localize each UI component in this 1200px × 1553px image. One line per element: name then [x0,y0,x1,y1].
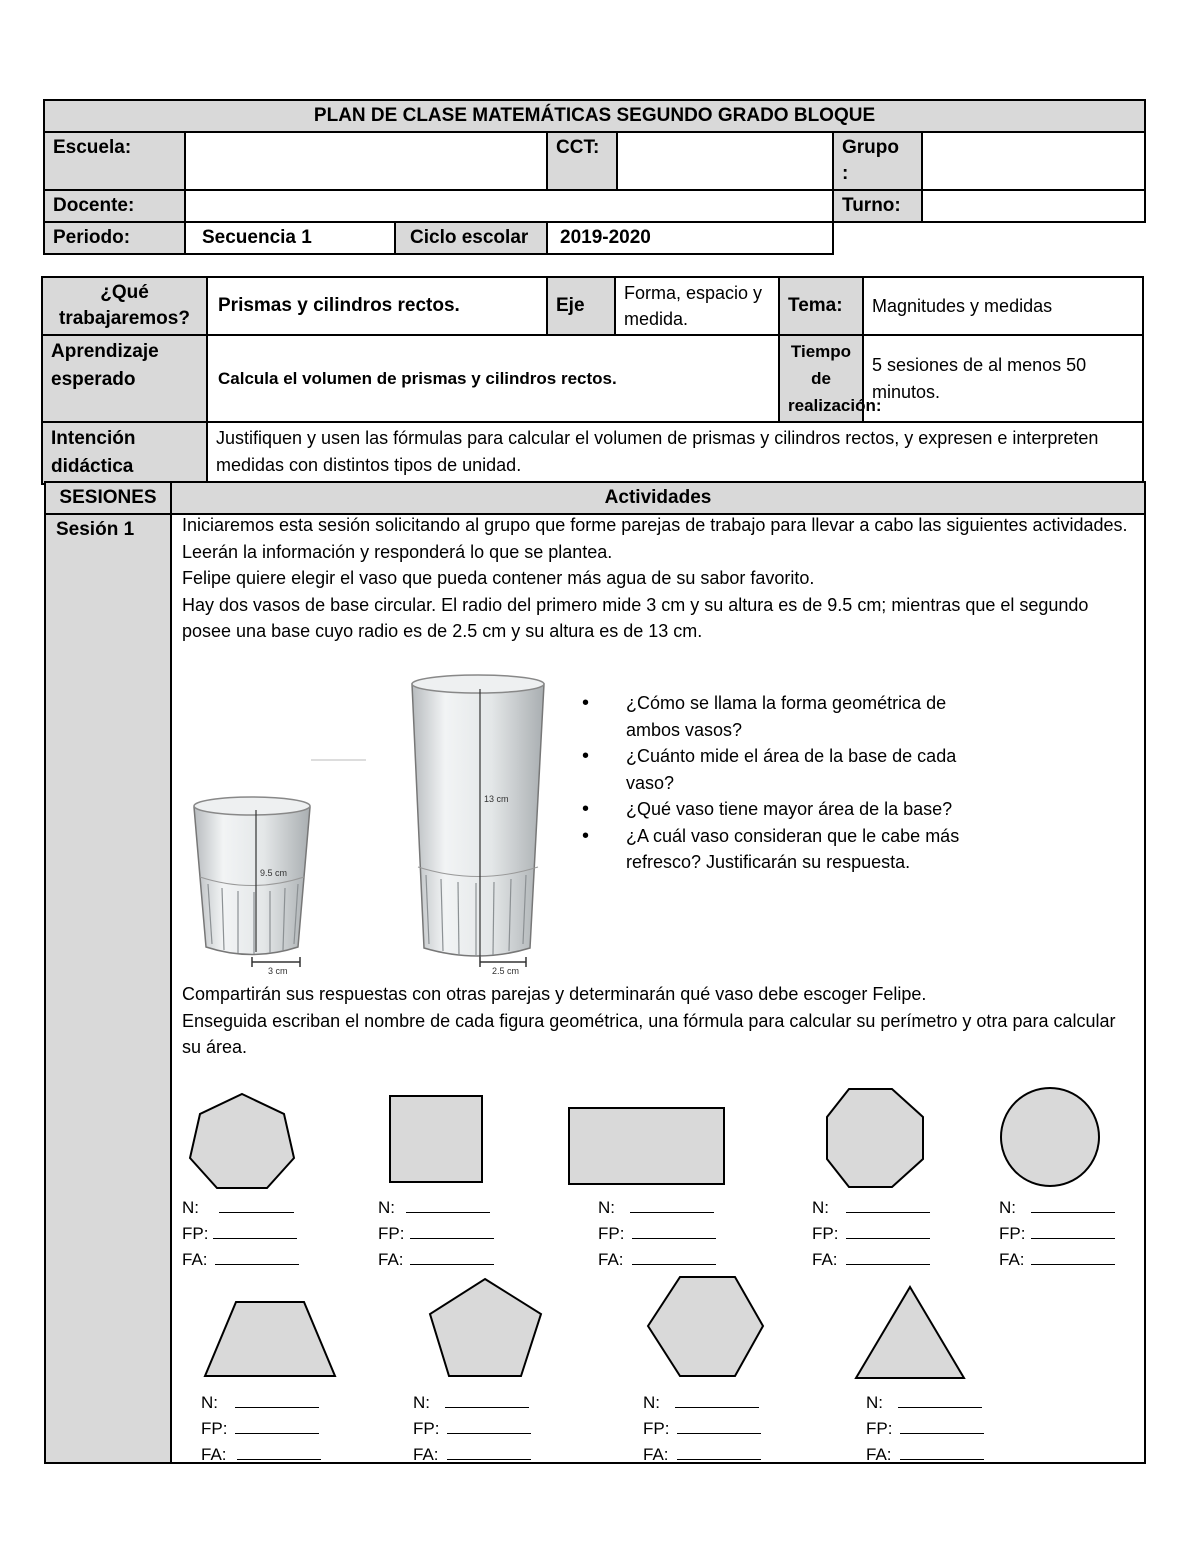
fp-label: FP: [866,1419,893,1438]
fp-label: FP: [201,1419,228,1438]
escuela-field[interactable] [185,132,547,190]
n-label: N: [598,1198,615,1217]
circle-shape [1001,1088,1099,1186]
rectangle-shape [569,1108,724,1184]
turno-label: Turno: [833,190,922,222]
session-label: Sesión 1 [45,514,171,1463]
hexagon-shape [648,1277,763,1376]
n-label: N: [643,1393,660,1412]
question-item: • ¿Qué vaso tiene mayor área de la base? [582,796,1002,823]
intencion-value: Justifiquen y usen las fórmulas para calcular el volumen de prismas y cilindros rectos, y expresen e interpreten medidas con distintos tipos de unidad. [207,422,1143,484]
fp-label: FP: [413,1419,440,1438]
periodo-value: Secuencia 1 [185,222,395,254]
fa-label: FA: [201,1445,227,1464]
fp-label: FP: [643,1419,670,1438]
fa-blank[interactable] [900,1444,984,1460]
fa-blank[interactable] [215,1249,299,1265]
tall-height-label: 13 cm [484,794,509,804]
blanks-heptagon [182,1195,299,1273]
heptagon-shape [190,1094,294,1188]
tall-glass [412,675,544,976]
empty-cell [833,222,1145,254]
short-glass [194,797,310,976]
glasses-illustration [186,672,546,977]
plan-title: PLAN DE CLASE MATEMÁTICAS SEGUNDO GRADO BLOQUE [44,100,1145,132]
n-label: N: [999,1198,1016,1217]
short-height-label: 9.5 cm [260,868,288,878]
n-label: N: [378,1198,395,1217]
fa-label: FA: [182,1250,208,1269]
blanks-trapezoid [201,1390,321,1468]
n-label: N: [812,1198,829,1217]
n-blank[interactable] [898,1392,982,1408]
aprendizaje-value: Calcula el volumen de prismas y cilindros rectos. [207,335,779,422]
fp-blank[interactable] [900,1418,984,1434]
paragraph: Iniciaremos esta sesión solicitando al grupo que forme parejas de trabajo para llevar a cabo las siguientes actividades. [182,515,1128,535]
aprendizaje-label: Aprendizaje esperado [42,335,207,422]
short-radius-label: 3 cm [268,966,288,976]
grupo-label: Grupo : [833,132,922,190]
blanks-square [378,1195,494,1273]
session-paragraphs [182,512,1132,645]
fp-label: FP: [812,1224,839,1243]
cct-label: CCT: [547,132,617,190]
fp-label: FP: [598,1224,625,1243]
fa-label: FA: [378,1250,404,1269]
periodo-label: Periodo: [44,222,185,254]
shapes-row-2 [180,1274,1130,1384]
n-blank[interactable] [219,1197,294,1213]
fp-blank[interactable] [846,1223,930,1239]
fp-blank[interactable] [677,1418,761,1434]
fa-label: FA: [643,1445,669,1464]
tiempo-value: 5 sesiones de al menos 50 minutos. [863,335,1143,422]
question-item: • ¿Cómo se llama la forma geométrica de ambos vasos? [582,690,1002,743]
fa-blank[interactable] [677,1444,761,1460]
escuela-label: Escuela: [44,132,185,190]
fa-blank[interactable] [1031,1249,1115,1265]
square-shape [390,1096,482,1182]
blanks-rectangle [598,1195,716,1273]
fp-label: FP: [999,1224,1026,1243]
fp-label: FP: [182,1224,209,1243]
fa-label: FA: [413,1445,439,1464]
octagon-shape [827,1089,923,1187]
paragraph: Leerán la información y responderá lo que se plantea. [182,541,613,562]
paragraph: Hay dos vasos de base circular. El radio del primero mide 3 cm y su altura es de 9.5 cm; mientras que el segundo posee una base cuyo radio es de 2.5 cm y su altura es de 13 cm. [182,594,1089,641]
n-blank[interactable] [846,1197,930,1213]
n-blank[interactable] [675,1392,759,1408]
n-label: N: [182,1198,199,1217]
blanks-octagon [812,1195,930,1273]
ciclo-label: Ciclo escolar [395,222,547,254]
fa-label: FA: [598,1250,624,1269]
ciclo-value: 2019-2020 [547,222,833,254]
shapes-row-1 [180,1082,1130,1192]
fa-label: FA: [999,1250,1025,1269]
fa-blank[interactable] [447,1444,531,1460]
paragraph: Compartirán sus respuestas con otras parejas y determinarán qué vaso debe escoger Felipe. [182,984,927,1004]
tema-label: Tema: [779,277,863,335]
n-blank[interactable] [445,1392,529,1408]
tall-radius-label: 2.5 cm [492,966,520,976]
n-label: N: [201,1393,218,1412]
cct-field[interactable] [617,132,833,190]
after-paragraphs [182,981,1132,1061]
docente-label: Docente: [44,190,185,222]
triangle-shape [856,1287,964,1378]
fa-blank[interactable] [237,1444,321,1460]
paragraph: Enseguida escriban el nombre de cada figura geométrica, una fórmula para calcular su perímetro y otra para calcular su área. [182,1010,1116,1057]
eje-label: Eje [547,277,615,335]
docente-field[interactable] [185,190,833,222]
blanks-triangle [866,1390,984,1468]
eje-value: Forma, espacio y medida. [615,277,779,335]
tema-value: Magnitudes y medidas [863,277,1143,335]
question-item: • ¿A cuál vaso consideran que le cabe más refresco? Justificarán su respuesta. [582,823,1002,876]
n-blank[interactable] [406,1197,490,1213]
sesiones-header: SESIONES [45,482,171,514]
que-label: ¿Qué trabajaremos? [42,277,207,335]
n-blank[interactable] [235,1392,319,1408]
turno-field[interactable] [922,190,1145,222]
fa-blank[interactable] [846,1249,930,1265]
questions-list [582,690,1002,876]
fp-blank[interactable] [1031,1223,1115,1239]
n-label: N: [413,1393,430,1412]
fp-blank[interactable] [235,1418,319,1434]
plan-table [41,276,1144,485]
n-blank[interactable] [630,1197,714,1213]
fa-blank[interactable] [410,1249,494,1265]
header-table [43,99,1146,255]
tiempo-label: Tiempo de realización: [779,335,863,422]
blanks-hexagon [643,1390,761,1468]
fa-label: FA: [812,1250,838,1269]
que-value: Prismas y cilindros rectos. [207,277,547,335]
n-blank[interactable] [1031,1197,1115,1213]
fp-blank[interactable] [410,1223,494,1239]
fp-blank[interactable] [447,1418,531,1434]
intencion-label: Intención didáctica [42,422,207,484]
fp-blank[interactable] [632,1223,716,1239]
fa-blank[interactable] [632,1249,716,1265]
fp-blank[interactable] [213,1223,297,1239]
blanks-circle [999,1195,1115,1273]
trapezoid-shape [205,1302,335,1376]
question-item: • ¿Cuánto mide el área de la base de cada vaso? [582,743,1002,796]
pentagon-shape [430,1279,541,1376]
actividades-header: Actividades [171,482,1145,514]
n-label: N: [866,1393,883,1412]
grupo-field[interactable] [922,132,1145,190]
fa-label: FA: [866,1445,892,1464]
fp-label: FP: [378,1224,405,1243]
blanks-pentagon [413,1390,531,1468]
paragraph: Felipe quiere elegir el vaso que pueda contener más agua de su sabor favorito. [182,568,815,588]
